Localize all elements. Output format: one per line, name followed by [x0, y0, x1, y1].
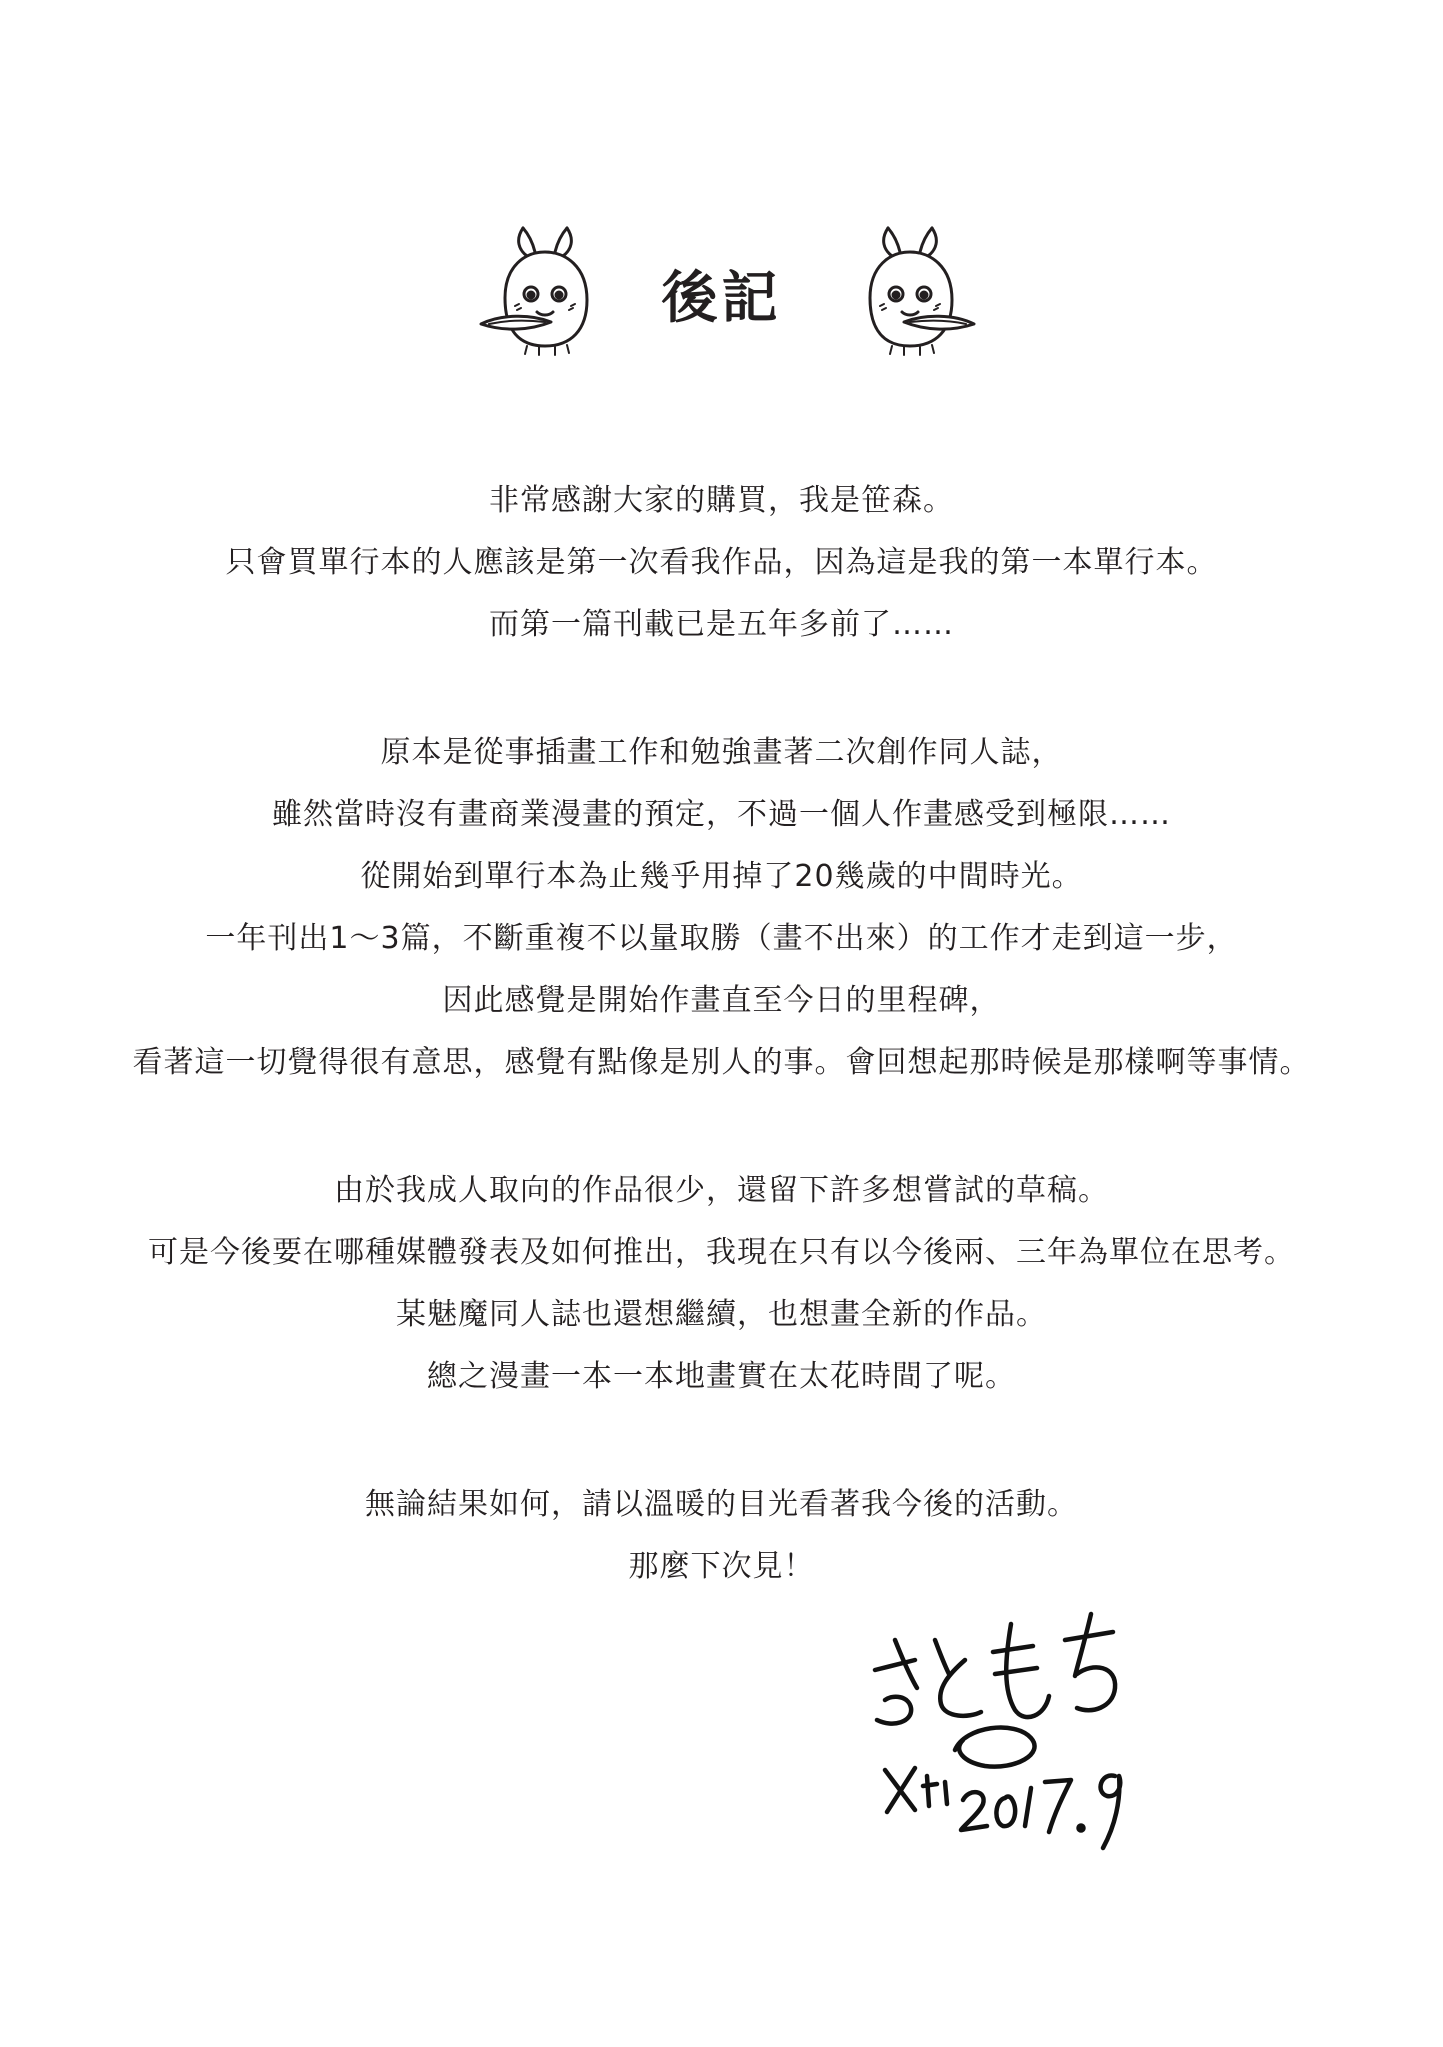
paragraph [0, 722, 1443, 1094]
text-line: 只會買單行本的人應該是第一次看我作品，因為這是我的第一本單行本。 [225, 545, 1218, 580]
horned-mascot-icon [840, 210, 980, 360]
text-line: 某魅魔同人誌也還想繼續，也想畫全新的作品。 [396, 1297, 1047, 1332]
paragraph [0, 1160, 1443, 1408]
handwritten-signature [845, 1600, 1145, 1870]
text-line: 無論結果如何，請以溫暖的目光看著我今後的活動。 [365, 1487, 1078, 1522]
header [0, 210, 1443, 360]
paragraph [0, 1474, 1443, 1598]
text-line: 雖然當時沒有畫商業漫畫的預定，不過一個人作畫感受到極限…… [272, 797, 1171, 832]
text-line: 從開始到單行本為止幾乎用掉了20幾歲的中間時光。 [360, 859, 1083, 894]
paragraph [0, 470, 1443, 656]
text-line: 原本是從事插畫工作和勉強畫著二次創作同人誌， [380, 735, 1063, 770]
text-line: 而第一篇刊載已是五年多前了…… [489, 607, 954, 642]
afterword-body [0, 470, 1443, 1664]
text-line: 那麼下次見！ [628, 1549, 815, 1584]
text-line: 可是今後要在哪種媒體發表及如何推出，我現在只有以今後兩、三年為單位在思考。 [148, 1235, 1295, 1270]
text-line: 由於我成人取向的作品很少，還留下許多想嘗試的草稿。 [334, 1173, 1109, 1208]
text-line: 看著這一切覺得很有意思，感覺有點像是別人的事。會回想起那時候是那樣啊等事情。 [132, 1045, 1311, 1080]
text-line: 一年刊出1～3篇，不斷重複不以量取勝（畫不出來）的工作才走到這一步， [205, 921, 1238, 956]
page-title: 後記 [661, 265, 782, 331]
text-line: 總之漫畫一本一本地畫實在太花時間了呢。 [427, 1359, 1016, 1394]
text-line: 非常感謝大家的購買，我是笹森。 [489, 483, 954, 518]
text-line: 因此感覺是開始作畫直至今日的里程碑， [442, 983, 1001, 1018]
